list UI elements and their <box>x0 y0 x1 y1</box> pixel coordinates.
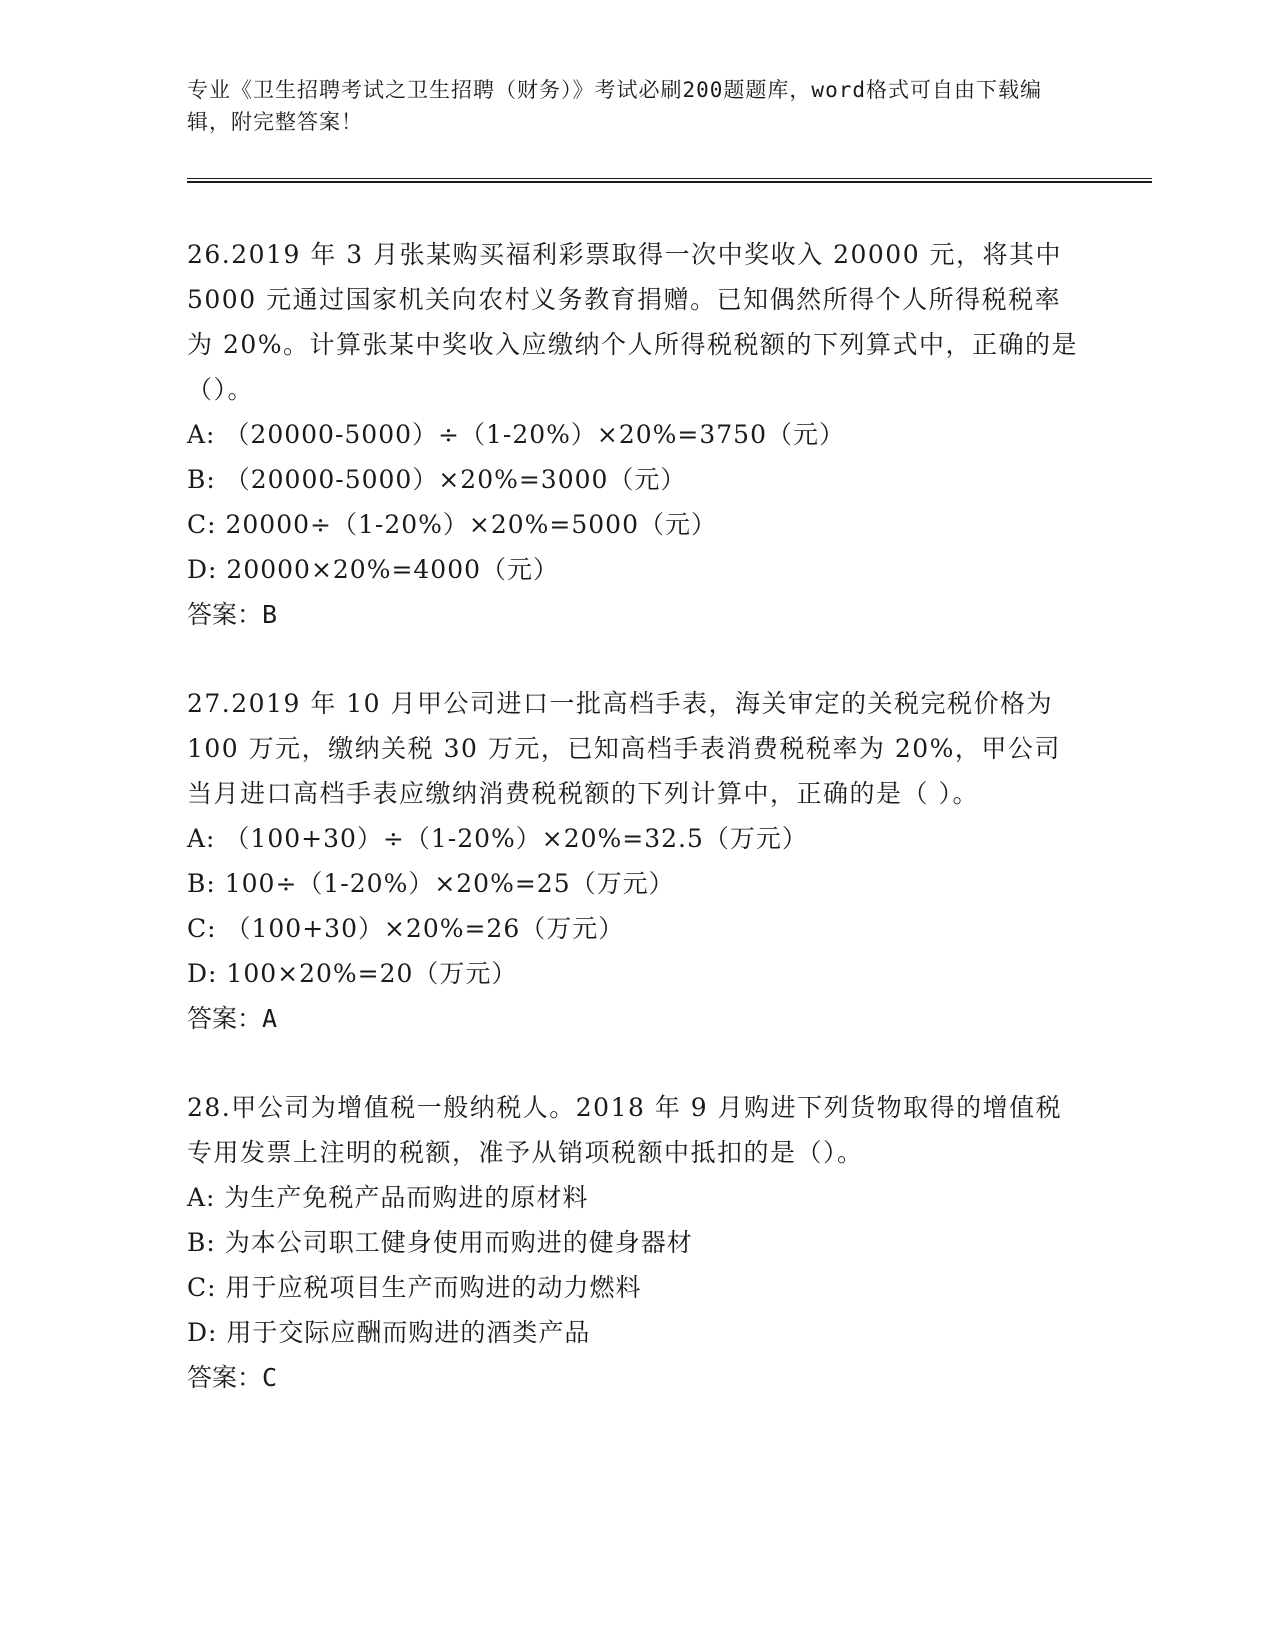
answer-label: 答案：A <box>187 1004 278 1033</box>
question-list <box>187 232 1087 1400</box>
option-a: A: （100+30）÷（1-20%）×20%=32.5（万元） <box>187 824 808 853</box>
option-a: A: 为生产免税产品而购进的原材料 <box>187 1183 589 1212</box>
option-a: A: （20000-5000）÷（1-20%）×20%=3750（元） <box>187 420 845 449</box>
answer-label: 答案：C <box>187 1363 278 1392</box>
header-divider-thick <box>187 181 1152 183</box>
option-c: C: 用于应税项目生产而购进的动力燃料 <box>187 1273 642 1302</box>
option-d: D: 100×20%=20（万元） <box>187 959 518 988</box>
option-d: D: 20000×20%=4000（元） <box>187 555 560 584</box>
option-c: C: （100+30）×20%=26（万元） <box>187 914 625 943</box>
question-27 <box>187 681 1087 1041</box>
question-stem: 28.甲公司为增值税一般纳税人。2018 年 9 月购进下列货物取得的增值税专用发票上注明的税额，准予从销项税额中抵扣的是（）。 <box>187 1093 1063 1167</box>
document-header: 专业《卫生招聘考试之卫生招聘（财务）》考试必刷200题题库，word格式可自由下载编辑，附完整答案！ <box>187 78 1042 134</box>
option-d: D: 用于交际应酬而购进的酒类产品 <box>187 1318 591 1347</box>
option-b: B: 为本公司职工健身使用而购进的健身器材 <box>187 1228 693 1257</box>
option-c: C: 20000÷（1-20%）×20%=5000（元） <box>187 510 717 539</box>
option-b: B: （20000-5000）×20%=3000（元） <box>187 465 687 494</box>
question-26 <box>187 232 1087 637</box>
question-gap <box>187 637 1087 681</box>
header-divider-thin <box>187 178 1152 179</box>
answer-label: 答案：B <box>187 600 278 629</box>
question-gap <box>187 1041 1087 1085</box>
option-b: B: 100÷（1-20%）×20%=25（万元） <box>187 869 675 898</box>
question-stem: 27.2019 年 10 月甲公司进口一批高档手表，海关审定的关税完税价格为 100 万元，缴纳关税 30 万元，已知高档手表消费税税率为 20%，甲公司当月进口高档手表应缴纳消费税税额的下列计算中，正确的是（ ）。 <box>187 689 1061 808</box>
question-28 <box>187 1085 1087 1400</box>
question-stem: 26.2019 年 3 月张某购买福利彩票取得一次中奖收入 20000 元，将其中 5000 元通过国家机关向农村义务教育捐赠。已知偶然所得个人所得税税率为 20%。计算张某中奖收入应缴纳个人所得税税额的下列算式中，正确的是（）。 <box>187 240 1079 404</box>
